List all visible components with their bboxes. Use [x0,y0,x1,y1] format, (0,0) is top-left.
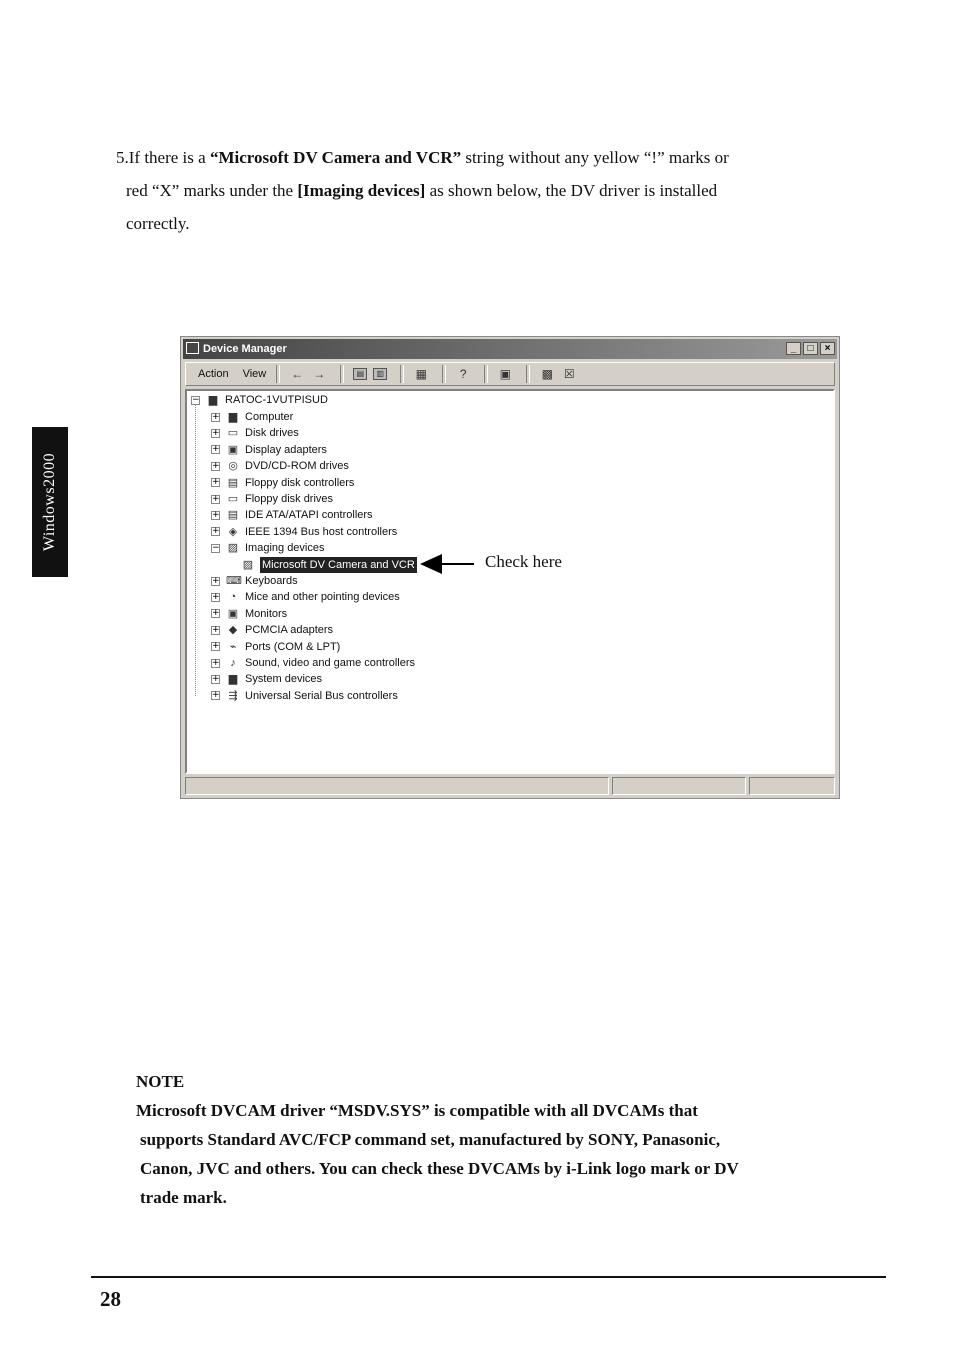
tree-category-item[interactable] [211,655,415,671]
system-icon: ▆ [228,673,238,686]
tree-category-item[interactable] [211,688,398,704]
usb-icon: ⇶ [228,689,238,702]
pcmcia-icon: ◆ [228,624,238,637]
expand-icon[interactable]: + [212,608,220,619]
status-pane-3 [749,777,835,795]
controller-icon: ▤ [227,476,239,489]
scan-hardware-icon[interactable]: ▣ [499,367,511,381]
minimize-button[interactable]: _ [786,342,801,355]
tree-category-item[interactable] [211,458,349,474]
expand-icon[interactable]: + [212,460,220,471]
note-line-4: trade mark. [140,1188,227,1207]
status-pane-1 [185,777,609,795]
camera-icon: ▨ [242,558,254,571]
maximize-button[interactable]: □ [803,342,818,355]
tree-category-item[interactable] [211,425,299,441]
tree-item-label: Ports (COM & LPT) [245,640,341,653]
tree-root[interactable] [191,392,328,408]
section-side-tab: Windows2000 [32,427,68,577]
menu-action[interactable]: Action [198,368,229,380]
tree-item-label: IEEE 1394 Bus host controllers [245,525,398,538]
menu-view[interactable]: View [242,368,267,380]
keyboard-icon: ⌨ [226,575,242,587]
tree-category-item[interactable] [211,540,325,556]
window-title: Device Manager [203,343,287,355]
status-bar [185,777,835,795]
tree-item-label: Computer [245,411,294,423]
computer-icon: ▆ [228,411,238,423]
floppy-icon: ▭ [227,493,239,505]
tree-category-item[interactable] [211,606,287,622]
tree-category-item[interactable] [211,475,354,491]
expand-icon[interactable]: + [212,427,220,438]
tree-category-item[interactable] [211,622,333,638]
sound-icon: ♪ [230,657,236,669]
expand-icon[interactable]: + [212,673,220,684]
help-icon[interactable]: ? [459,367,467,381]
tree-item-label: Floppy disk drives [245,493,334,505]
instruction-line-2: red “X” marks under the [Imaging devices] as shown below, the DV driver is installed [126,181,718,200]
tree-category-item[interactable] [211,491,333,507]
tree-category-item[interactable] [211,589,400,605]
tree-item-label: DVD/CD-ROM drives [245,460,349,473]
expand-icon[interactable]: + [212,526,220,537]
tree-category-item[interactable] [211,524,397,540]
collapse-icon[interactable]: − [192,394,200,405]
back-arrow-icon[interactable]: ← [291,367,304,381]
tree-item-label: Sound, video and game controllers [245,657,415,669]
port-icon: ⌁ [229,640,237,653]
show-hide-tree-icon[interactable]: ▥ [373,368,387,380]
expand-icon[interactable]: + [212,657,220,668]
tree-category-item[interactable] [211,639,340,655]
expand-icon[interactable]: + [212,575,220,586]
forward-arrow-icon[interactable]: → [313,367,326,381]
toolbar-separator [526,365,530,383]
tree-item-label: Universal Serial Bus controllers [245,689,398,702]
footer-rule [91,1276,886,1278]
tree-item-label: System devices [245,673,323,686]
check-here-label: Check here [485,552,562,571]
display-icon: ▣ [227,443,239,456]
tree-item-label: Imaging devices [245,542,325,555]
title-bar[interactable] [183,339,837,359]
tree-category-item[interactable] [211,507,373,523]
tree-item-label: Microsoft DV Camera and VCR [262,558,415,571]
toolbar-separator [340,365,344,383]
device-tree-pane[interactable] [185,389,835,774]
expand-icon[interactable]: + [212,690,220,701]
tree-item-label: Display adapters [245,443,327,456]
ide-icon: ▤ [227,509,239,522]
expand-icon[interactable]: + [212,444,220,455]
tree-item-label: Mice and other pointing devices [245,591,400,604]
device-manager-icon [186,342,199,354]
monitor-icon: ▣ [227,607,239,620]
page-number: 28 [100,1287,121,1311]
tree-connector-line [195,404,196,696]
tree-item-label: Keyboards [245,575,298,587]
expand-icon[interactable]: + [212,624,220,635]
toolbar [185,362,835,386]
tree-child-item[interactable] [241,557,417,573]
tree-category-item[interactable] [211,409,293,425]
uninstall-icon[interactable]: ☒ [563,367,575,381]
collapse-icon[interactable]: − [212,542,220,553]
tree-item-label: IDE ATA/ATAPI controllers [245,509,373,522]
expand-icon[interactable]: + [212,641,220,652]
ieee1394-icon: ◈ [228,525,238,538]
instruction-line-1: 5.If there is a “Microsoft DV Camera and VCR” string without any yellow “!” marks or [116,148,729,167]
update-driver-icon[interactable]: ▩ [541,367,553,381]
instruction-line-3: correctly. [126,214,190,233]
tree-item-label: Floppy disk controllers [245,476,355,489]
expand-icon[interactable]: + [212,493,220,504]
mouse-icon: ◔ [229,591,237,604]
tree-item-label: PCMCIA adapters [245,624,334,637]
expand-icon[interactable]: + [212,477,220,488]
expand-icon[interactable]: + [212,509,220,520]
expand-icon[interactable]: + [212,411,220,422]
properties-icon[interactable]: ▦ [415,367,427,381]
expand-icon[interactable]: + [212,591,220,602]
pointer-arrow-icon [420,554,476,574]
tree-item-label: Monitors [245,607,288,620]
tree-item-label: Disk drives [245,427,299,440]
note-line-2: supports Standard AVC/FCP command set, manufactured by SONY, Panasonic, [140,1130,721,1149]
toolbar-separator [276,365,280,383]
tree-category-item[interactable] [211,442,327,458]
toolbar-separator [484,365,488,383]
tree-category-item[interactable] [211,671,322,687]
disk-icon: ▭ [227,427,239,440]
status-pane-2 [612,777,746,795]
note-line-1: Microsoft DVCAM driver “MSDV.SYS” is compatible with all DVCAMs that [136,1101,698,1120]
tree-category-item[interactable] [211,573,298,589]
close-button[interactable]: × [820,342,835,355]
up-folder-icon[interactable]: ▤ [353,368,367,380]
computer-icon: ▆ [208,394,218,406]
cdrom-icon: ◎ [228,460,238,473]
toolbar-separator [400,365,404,383]
note-heading: NOTE [136,1072,185,1091]
imaging-icon: ▨ [227,542,239,555]
note-block [136,1067,836,1212]
instruction-paragraph [116,141,816,240]
root-label: RATOC-1VUTPISUD [225,394,328,406]
toolbar-separator [442,365,446,383]
note-line-3: Canon, JVC and others. You can check these DVCAMs by i-Link logo mark or DV [140,1159,739,1178]
